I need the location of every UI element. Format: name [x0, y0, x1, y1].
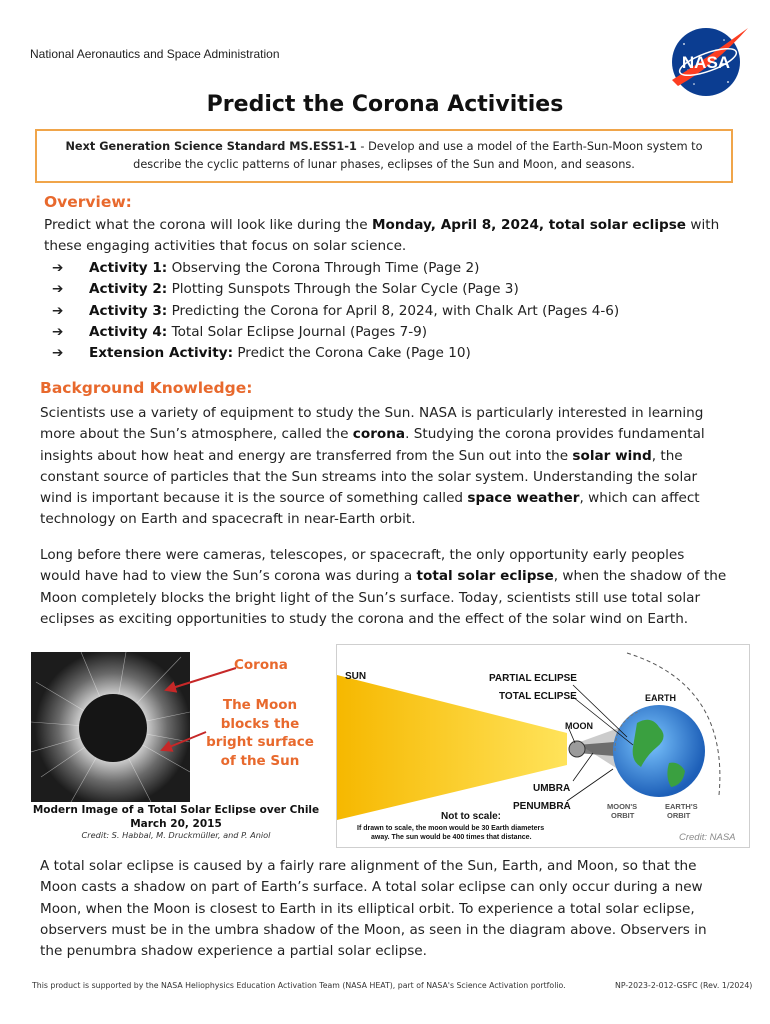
eclipse-date: Monday, April 8, 2024, total solar eclipse	[371, 217, 687, 233]
arrow-right-icon: ➔	[52, 302, 64, 319]
activity-label: Activity 2:	[89, 281, 168, 298]
text-span: wind is important because it is the source of something called	[40, 490, 468, 507]
photo-credit: Credit: S. Habbal, M. Druckmüller, and P. Aniol	[81, 830, 271, 840]
standard-line-1	[37, 138, 731, 156]
list-item	[52, 322, 619, 343]
diagram-label-umbra: UMBRA	[533, 783, 571, 794]
moon-disk	[79, 694, 147, 762]
text-line: eclipses as exciting opportunities to study the corona and the effect of the solar wind on Earth.	[40, 610, 689, 627]
diagram-label-moons-orbit: MOON'S	[607, 802, 638, 811]
activity-list	[52, 258, 619, 364]
standard-text-1: - Develop and use a model of the Earth-Sun-Moon system to	[356, 140, 703, 153]
list-item	[52, 343, 619, 364]
label-corona: Corona	[234, 657, 288, 673]
diagram-label-penumbra: PENUMBRA	[513, 801, 571, 812]
text-line	[40, 446, 705, 467]
scale-note-1: If drawn to scale, the moon would be 30 Earth diameters	[357, 825, 545, 832]
activity-label: Activity 3:	[89, 302, 168, 319]
list-item	[52, 258, 619, 279]
photo-caption	[27, 803, 325, 831]
text-line: A total solar eclipse is caused by a fairly rare alignment of the Sun, Earth, and Moon, so that the	[40, 858, 697, 874]
overview-intro-start: Predict what the corona will look like during the	[44, 217, 372, 233]
caption-line: March 20, 2015	[130, 818, 222, 830]
activity-label: Extension Activity:	[89, 345, 234, 362]
text-line	[40, 424, 705, 445]
text-line	[40, 488, 705, 509]
text-line: Moon casts a shadow on part of Earth’s surface. A total solar eclipse can only occur during a new	[40, 879, 703, 896]
agency-name: National Aeronautics and Space Administration	[30, 47, 280, 61]
scale-note-2: away. The sun would be 400 times that distance.	[371, 834, 532, 841]
list-item	[52, 279, 619, 300]
activity-text: Total Solar Eclipse Journal (Pages 7-9)	[167, 323, 428, 340]
background-paragraph-2	[40, 545, 726, 630]
activity-text: Predict the Corona Cake (Page 10)	[233, 345, 471, 362]
diagram-label-moon: MOON	[565, 721, 593, 731]
diagram-label-total: TOTAL ECLIPSE	[499, 691, 577, 702]
moon-shape	[569, 741, 585, 757]
text-span: , when the shadow of the	[553, 568, 727, 585]
label-moon-line: blocks the	[220, 715, 300, 732]
text-line: Scientists use a variety of equipment to study the Sun. NASA is particularly interested in learning	[40, 405, 704, 421]
text-line: constant source of particles that the Sun streams into the solar system. Understanding the solar	[40, 468, 698, 485]
nasa-logo-text: NASA	[681, 53, 731, 72]
text-line: technology on Earth and spacecraft in near-Earth orbit.	[40, 511, 416, 528]
activity-label: Activity 4:	[89, 323, 168, 340]
text-line: Long before there were cameras, telescopes, or spacecraft, the only opportunity early peoples	[40, 547, 685, 563]
text-span: , which can affect	[579, 490, 700, 507]
diagram-label-earths-orbit-2: ORBIT	[667, 811, 691, 820]
eclipse-diagram	[336, 644, 750, 848]
text-span: insights about how heat and energy are transferred from the Sun out into the	[40, 447, 573, 464]
diagram-label-moons-orbit-2: ORBIT	[611, 811, 635, 820]
label-moon-line: bright surface	[206, 734, 314, 750]
arrow-right-icon: ➔	[52, 323, 64, 340]
footer-support-note: This product is supported by the NASA Heliophysics Education Activation Team (NASA HEAT), part of NASA's Science Activation portfolio.	[32, 981, 566, 990]
text-span: would have had to view the Sun’s corona was during a	[40, 568, 417, 585]
label-moon	[200, 696, 320, 770]
term-space-weather: space weather	[467, 490, 580, 507]
standard-code: Next Generation Science Standard MS.ESS1-1	[65, 140, 357, 153]
footer-doc-id: NP-2023-2-012-GSFC (Rev. 1/2024)	[615, 981, 753, 990]
text-span: more about the Sun’s atmosphere, called the	[40, 426, 353, 443]
text-span: , the	[651, 447, 683, 464]
diagram-label-sun: SUN	[345, 671, 367, 682]
diagram-label-earths-orbit: EARTH'S	[665, 802, 698, 811]
nasa-logo	[664, 22, 750, 100]
text-span: . Studying the corona provides fundamental	[405, 426, 705, 443]
diagram-credit: Credit: NASA	[679, 832, 736, 843]
text-line: Moon completely blocks the bright light of the Sun’s surface. Today, scientists still use total solar	[40, 589, 701, 606]
label-moon-line: of the Sun	[220, 752, 300, 769]
text-line: Moon, when the Moon is closest to Earth in its elliptical orbit. To experience a total solar eclipse,	[40, 900, 695, 917]
corona-arrow	[166, 668, 236, 690]
activity-label: Activity 1:	[89, 260, 168, 276]
page-title: Predict the Corona Activities	[206, 92, 564, 117]
arrow-right-icon: ➔	[52, 345, 64, 362]
overview-intro	[44, 215, 719, 258]
label-moon-line: The Moon	[222, 697, 298, 713]
arrow-right-icon: ➔	[52, 281, 64, 298]
closing-paragraph	[40, 856, 707, 962]
activity-text: Observing the Corona Through Time (Page 2)	[167, 260, 480, 276]
text-line: the penumbra shadow experience a partial solar eclipse.	[40, 943, 427, 960]
text-line: observers must be in the umbra shadow of the Moon, as seen in the diagram above. Observers in	[40, 921, 707, 938]
diagram-label-earth: EARTH	[645, 693, 676, 703]
list-item	[52, 301, 619, 322]
diagram-label-partial: PARTIAL ECLIPSE	[489, 673, 577, 684]
caption-line: Modern Image of a Total Solar Eclipse over Chile	[32, 804, 320, 816]
arrow-right-icon: ➔	[52, 260, 64, 276]
text-line	[40, 566, 726, 587]
standard-line-2: describe the cyclic patterns of lunar phases, eclipses of the Sun and Moon, and seasons.	[133, 158, 635, 171]
overview-intro-line-2: these engaging activities that focus on solar science.	[44, 238, 407, 255]
activity-text: Predicting the Corona for April 8, 2024, with Chalk Art (Pages 4-6)	[167, 302, 620, 319]
term-total-solar-eclipse: total solar eclipse	[416, 568, 554, 585]
overview-intro-end: with	[686, 217, 720, 233]
background-paragraph-1	[40, 403, 705, 531]
overview-heading: Overview:	[44, 193, 132, 211]
scale-title: Not to scale:	[441, 811, 502, 822]
background-heading: Background Knowledge:	[40, 379, 253, 397]
term-solar-wind: solar wind	[572, 447, 652, 464]
standard-box	[35, 129, 733, 183]
term-corona: corona	[352, 426, 406, 443]
activity-text: Plotting Sunspots Through the Solar Cycle (Page 3)	[167, 281, 519, 298]
